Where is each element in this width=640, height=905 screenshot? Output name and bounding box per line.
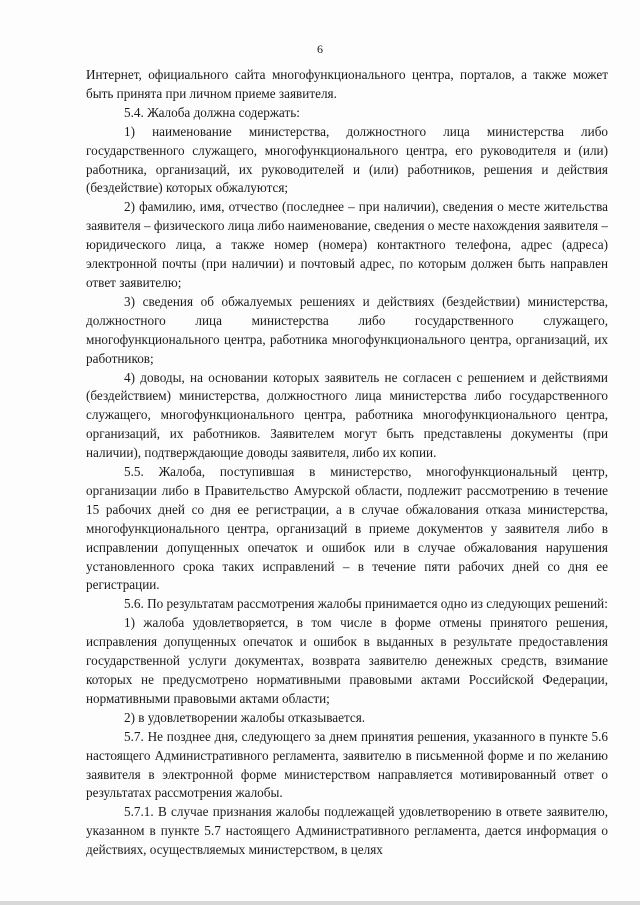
- paragraph-5-7-1: 5.7.1. В случае признания жалобы подлежащей удовлетворению в ответе заявителю, указанном в пункте 5.7 настоящего Административного регламента, дается информация о действиях, осуществляемых министерством, в целях: [86, 804, 608, 858]
- paragraph-5-5: 5.5. Жалоба, поступившая в министерство, многофункциональный центр, организации либо в Правительство Амурской области, подлежит рассмотрению в течение 15 рабочих дней со дня ее регистрации, а в случае обжалования отказа министерства, многофункционального центра, организаций в приеме документов у заявителя либо в исправлении допущенных опечаток и ошибок или в случае обжалования нарушения установленного срока таких исправлений – в течение пяти рабочих дней со дня ее регистрации.: [86, 464, 608, 593]
- paragraph-5-7: 5.7. Не позднее дня, следующего за днем принятия решения, указанного в пункте 5.6 настоящего Административного регламента, заявителю в письменной форме и по желанию заявителя в электронной форме министерством направляется мотивированный ответ о результатах рассмотрения жалобы.: [86, 728, 608, 801]
- page-number: 6: [317, 42, 323, 56]
- paragraph-5-6-item-2: 2) в удовлетворении жалобы отказывается.: [124, 709, 366, 725]
- paragraph-5-4-item-3: 3) сведения об обжалуемых решениях и действиях (бездействии) министерства, должностного лица министерства либо государственного служащего, многофункционального центра, работника многофункционального центра, организаций, их работников;: [86, 293, 608, 366]
- page-bottom-edge: [0, 901, 640, 905]
- paragraph-5-6-item-1: 1) жалоба удовлетворяется, в том числе в форме отмены принятого решения, исправления допущенных опечаток и ошибок в выданных в результате предоставления государственной услуги документах, возврата заявителю денежных средств, взимание которых не предусмотрено нормативными правовыми актами Российской Федерации, нормативными правовыми актами области;: [86, 615, 608, 706]
- paragraph-5-6: 5.6. По результатам рассмотрения жалобы принимается одно из следующих решений:: [124, 596, 608, 612]
- paragraph-continuation: Интернет, официального сайта многофункционального центра, порталов, а также может быть принята при личном приеме заявителя.: [86, 67, 608, 101]
- document-body: [86, 66, 608, 860]
- paragraph-5-4: 5.4. Жалоба должна содержать:: [124, 104, 300, 120]
- paragraph-5-4-item-4: 4) доводы, на основании которых заявитель не согласен с решением и действиями (бездействием) министерства, должностного лица министерства либо государственного служащего, многофункционального центра, работника многофункционального центра, организаций, их работников. Заявителем могут быть представлены документы (при наличии), подтверждающие доводы заявителя, либо их копии.: [86, 369, 608, 461]
- paragraph-5-4-item-1: 1) наименование министерства, должностного лица министерства либо государственного служащего, многофункционального центра, его руководителя и (или) работника, организаций, их руководителей и (или) работников, решения и действия (бездействие) которых обжалуются;: [86, 123, 608, 196]
- paragraph-5-4-item-2: 2) фамилию, имя, отчество (последнее – при наличии), сведения о месте жительства заявителя – физического лица либо наименование, сведения о месте нахождения заявителя – юридического лица, а также номер (номера) контактного телефона, адрес (адреса) электронной почты (при наличии) и почтовый адрес, по которым должен быть направлен ответ заявителю;: [86, 199, 608, 290]
